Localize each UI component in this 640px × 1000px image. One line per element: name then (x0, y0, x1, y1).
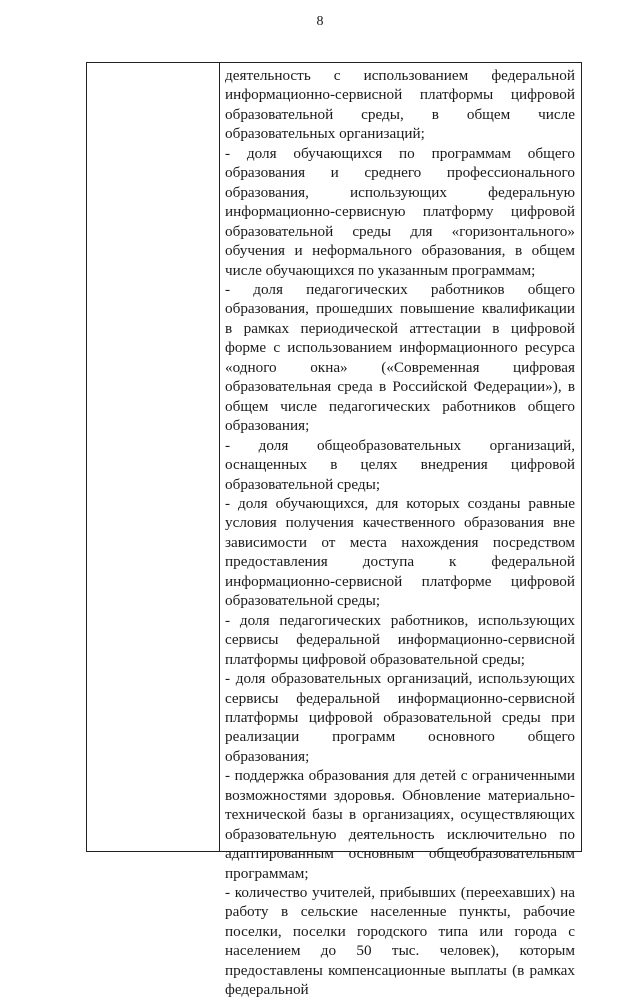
left-column-cell (87, 63, 220, 851)
paragraph: деятельность с использованием федеральной информационно-сервисной платформы цифровой образовательной среды, в общем числе образовательных организаций; (225, 67, 575, 143)
page-number: 8 (316, 14, 324, 29)
paragraph: - доля педагогических работников общего образования, прошедших повышение квалификации в рамках периодической аттестации в цифровой форме с использованием информационного ресурса «одного окна» («Современная цифровая образовательная среда в Российской Федерации»), в общем числе педагогических работников общего образования; (225, 280, 575, 435)
indicators-table (86, 62, 582, 999)
paragraph: - доля педагогических работников, использующих сервисы федеральной информационно-сервисной платформы цифровой образовательной среды; (225, 611, 575, 668)
paragraph: - доля обучающихся по программам общего образования и среднего профессионального образования, использующих федеральную информационно-сервисную платформу цифровой образовательной среды для «горизонтального» обучения и неформального образования, в общем числе обучающихся по указанным программам; (225, 144, 575, 279)
paragraph: - доля образовательных организаций, использующих сервисы федеральной информационно-сервисной платформы цифровой образовательной среды при реализации программ основного общего образования; (225, 670, 575, 765)
paragraph: - доля общеобразовательных организаций, оснащенных в целях внедрения цифровой образовательной среды; (225, 436, 575, 493)
paragraph: - доля обучающихся, для которых созданы равные условия получения качественного образования вне зависимости от места нахождения посредством предоставления доступа к федеральной информационно-сервисной платформе цифровой образовательной среды; (225, 494, 575, 610)
paragraph: - поддержка образования для детей с ограниченными возможностями здоровья. Обновление материально-технической базы в организациях, осуществляющих образовательную деятельность исключительно по адаптированным основным общеобразовательным программам; (225, 767, 575, 882)
paragraph: - количество учителей, прибывших (переехавших) на работу в сельские населенные пункты, рабочие поселки, поселки городского типа или города с населением до 50 тыс. человек), которым предоставлены компенсационные выплаты (в рамках федеральной (225, 884, 575, 999)
right-column-cell (220, 63, 581, 999)
